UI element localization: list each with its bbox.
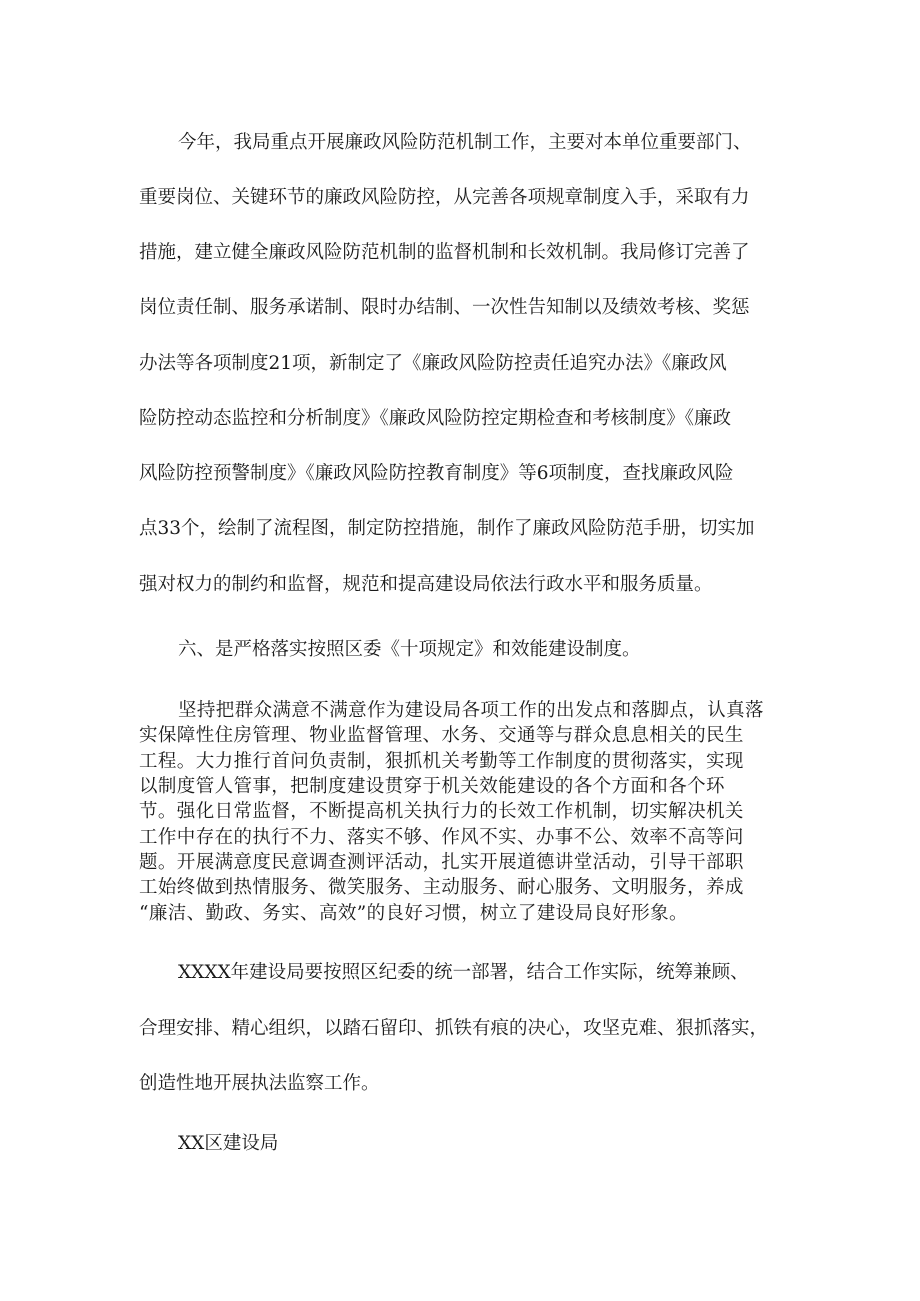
text-line: 办法等各项制度21项，新制定了《廉政风险防控责任追究办法》《廉政风 bbox=[139, 353, 727, 374]
text-line: “廉洁、勤政、务实、高效”的良好习惯，树立了建设局良好形象。 bbox=[139, 903, 688, 924]
text-line: 坚持把群众满意不满意作为建设局各项工作的出发点和落脚点，认真落 bbox=[178, 700, 764, 721]
text-line: XXXX年建设局要按照区纪委的统一部署，结合工作实际，统筹兼顾、 bbox=[178, 962, 749, 983]
text-line: 险防控动态监控和分析制度》《廉政风险防控定期检查和考核制度》《廉政 bbox=[139, 408, 732, 429]
text-line: 风险防控预警制度》《廉政风险防控教育制度》等6项制度，查找廉政风险 bbox=[139, 463, 734, 484]
text-line: 工作中存在的执行不力、落实不够、作风不实、办事不公、效率不高等问 bbox=[139, 827, 744, 848]
text-line: 以制度管人管事，把制度建设贯穿于机关效能建设的各个方面和各个环 bbox=[139, 776, 725, 797]
signature: XX区建设局 bbox=[178, 1133, 279, 1154]
text-line: 强对权力的制约和监督，规范和提高建设局依法行政水平和服务质量。 bbox=[139, 574, 713, 595]
section-heading: 六、是严格落实按照区委《十项规定》和效能建设制度。 bbox=[178, 639, 641, 660]
text-line: 措施，建立健全廉政风险防范机制的监督机制和长效机制。我局修订完善了 bbox=[139, 242, 750, 263]
text-line: 今年，我局重点开展廉政风险防范机制工作，主要对本单位重要部门、 bbox=[178, 132, 752, 153]
text-line: 题。开展满意度民意调查测评活动，扎实开展道德讲堂活动，引导干部职 bbox=[139, 852, 744, 873]
text-line: 创造性地开展执法监察工作。 bbox=[139, 1073, 380, 1094]
text-line: 工程。大力推行首问负责制，狠抓机关考勤等工作制度的贯彻落实，实现 bbox=[139, 751, 744, 772]
text-line: 重要岗位、关键环节的廉政风险防控，从完善各项规章制度入手，采取有力 bbox=[139, 187, 750, 208]
text-line: 岗位责任制、服务承诺制、限时办结制、一次性告知制以及绩效考核、奖惩 bbox=[139, 297, 750, 318]
text-line: 节。强化日常监督，不断提高机关执行力的长效工作机制，切实解决机关 bbox=[139, 801, 744, 822]
text-line: 工始终做到热情服务、微笑服务、主动服务、耐心服务、文明服务，养成 bbox=[139, 877, 744, 898]
text-line: 点33个，绘制了流程图，制定防控措施，制作了廉政风险防范手册，切实加 bbox=[139, 518, 755, 539]
text-line: 实保障性住房管理、物业监督管理、水务、交通等与群众息息相关的民生 bbox=[139, 725, 744, 746]
text-line: 合理安排、精心组织，以踏石留印、抓铁有痕的决心，攻坚克难、狠抓落实， bbox=[139, 1018, 769, 1039]
